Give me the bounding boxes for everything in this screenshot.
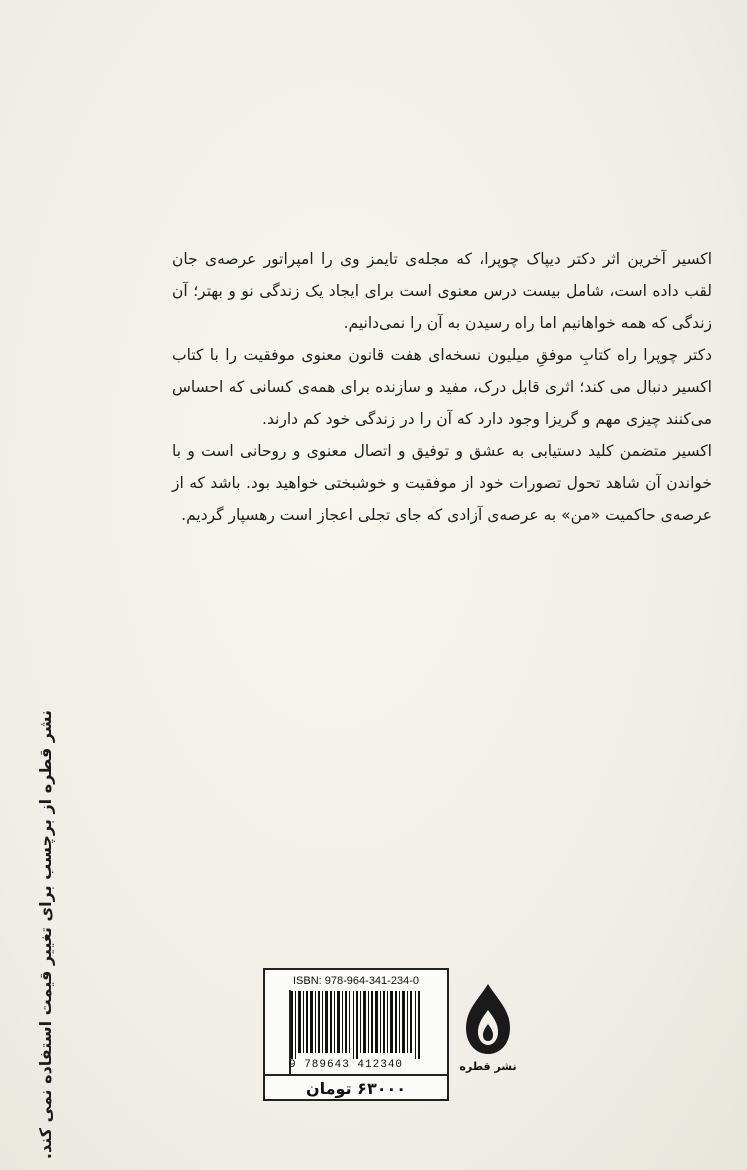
price-label: ۶۳۰۰۰ تومان — [265, 1074, 447, 1101]
blurb-paragraph-2: دکتر چوپرا راه کتابِ موفقِ میلیون نسخه‌ای هفت قانون معنوی موفقیت را با کتاب اکسیر دنبال می کند؛ اثری قابل درک، مفید و سازنده برای همه‌ی کسانی که احساس می‌کنند چیزی مهم و گریزا وجود دارد که آن را در زندگی خود کم دارند. — [172, 346, 712, 428]
blurb-paragraph-1: اکسیر آخرین اثر دکتر دیپاک چوپرا، که مجله‌ی تایمز وی را امپراتور عرصه‌ی جان لقب داده است، شامل بیست درس معنوی است برای ایجاد یک زندگی نو و بهتر؛ آن زندگی که همه خواهانیم اما راه رسیدن به آن را نمی‌دانیم. — [172, 250, 712, 332]
barcode-digits: 9 789643 412340 — [289, 1059, 404, 1071]
price-label-note: نشر قطره از برچسب برای تغییر قیمت استفاده نمی کند. — [36, 710, 55, 1160]
isbn-barcode-box — [263, 968, 449, 1101]
book-blurb — [172, 243, 712, 531]
publisher-name: نشر قطره — [459, 1060, 517, 1073]
isbn-number: ISBN: 978-964-341-234-0 — [293, 975, 419, 987]
barcode-icon — [291, 991, 423, 1059]
blurb-paragraph-3: اکسیر متضمن کلید دستیابی به عشق و توفیق و اتصال معنوی و روحانی است و با خواندن آن شاهد تحول تصورات خود از موفقیت و خوشبختی خواهید بود. باشد که از عرصه‌ی حاکمیت «من» به عرصه‌ی آزادی که جای تجلی اعجاز است رهسپار گردیم. — [172, 442, 712, 524]
